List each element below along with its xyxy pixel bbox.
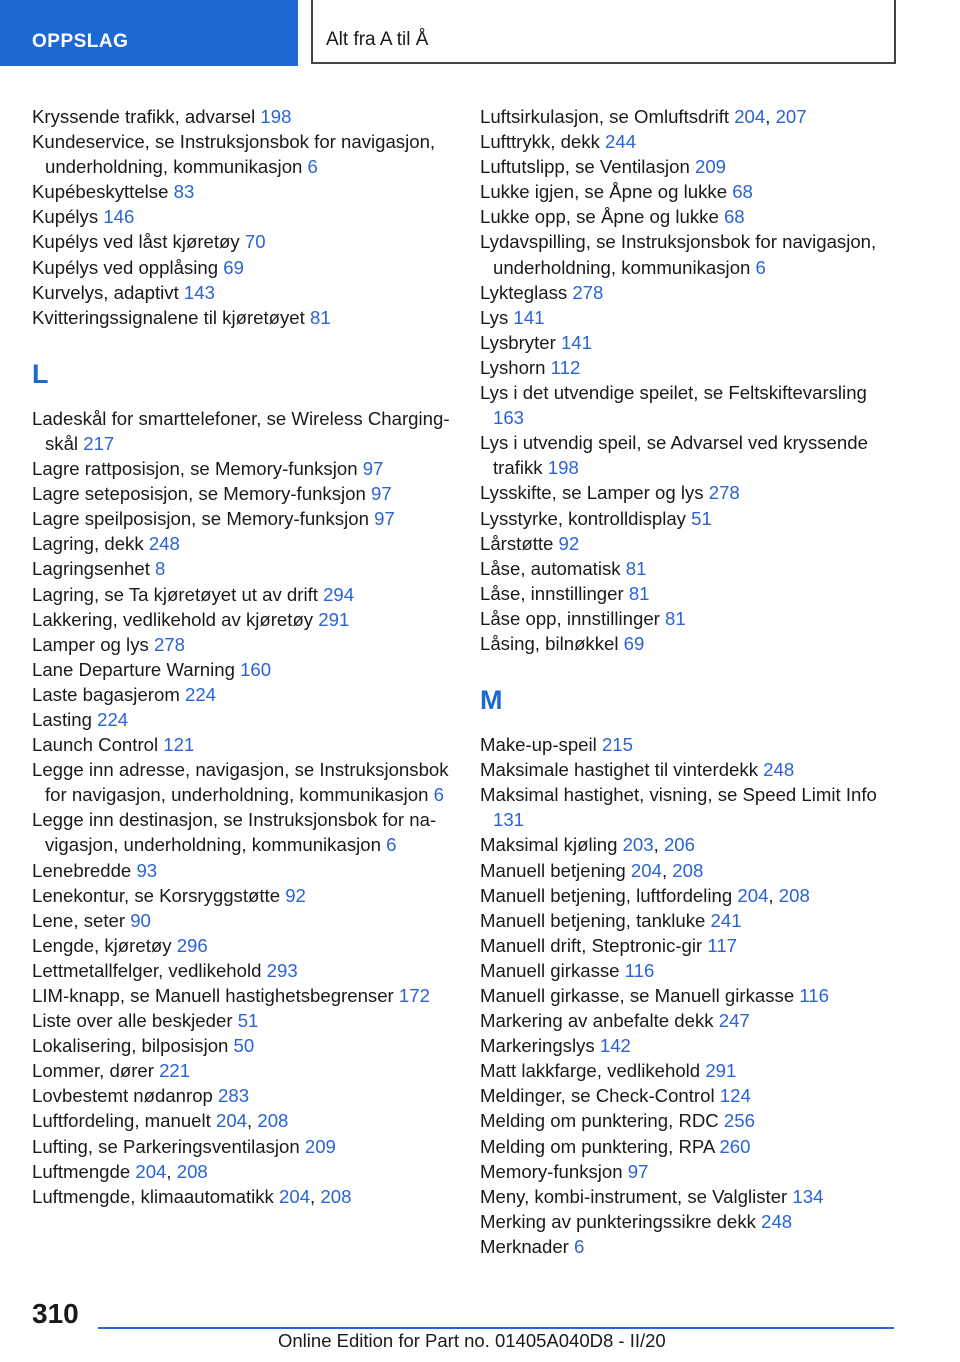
index-entry-text: Låsing, bilnøkkel — [480, 632, 624, 654]
page-reference-link[interactable]: 50 — [233, 1035, 255, 1057]
page-reference-link[interactable]: 90 — [130, 909, 151, 931]
index-entry-text: Lufting, se Parkeringsventilasjon — [32, 1135, 305, 1157]
index-entry-text: Luftsirkulasjon, se Omluftsdrift — [480, 106, 735, 127]
page-reference-link[interactable]: 247 — [718, 1010, 750, 1032]
watermark: carmanualsonline.info — [702, 1332, 946, 1357]
index-entry-text: Lysskifte, se Lamper og lys — [480, 482, 709, 504]
index-entry — [32, 1134, 452, 1159]
page-reference-link[interactable]: 92 — [558, 532, 580, 554]
index-entry-text: Meny, kombi-instrument, se Valglister — [480, 1185, 793, 1207]
index-entry — [480, 631, 900, 656]
page-reference-link[interactable]: 97 — [627, 1160, 649, 1182]
index-entry — [480, 1058, 900, 1083]
page-reference-link[interactable]: 217 — [83, 432, 115, 454]
index-entry — [480, 531, 900, 556]
footer-edition: Online Edition for Part no. 01405A040D8 - II/20 — [278, 1330, 666, 1351]
index-entry-text: Ladeskål for smarttelefoner, se Wireless Charging-skål — [32, 407, 450, 454]
page-reference-link[interactable]: 208 — [320, 1185, 352, 1207]
index-entry — [32, 255, 452, 280]
chapter-title: Alt fra A til Å — [311, 0, 896, 64]
index-entry — [32, 858, 452, 883]
index-entry — [480, 782, 900, 832]
index-entry-text: Memory-funksjon — [480, 1160, 628, 1182]
index-entry — [480, 606, 900, 631]
page-reference-link[interactable]: 208 — [778, 884, 810, 906]
index-entry — [32, 807, 452, 857]
index-entry-text: Lagringsenhet — [32, 558, 156, 580]
page-reference-link[interactable]: 143 — [183, 281, 215, 303]
page-reference-link[interactable]: 248 — [763, 759, 795, 781]
index-entry-text: Lettmetallfelger, vedlikehold — [32, 959, 267, 981]
index-entry — [480, 732, 900, 757]
index-entry-text: Lagre rattposisjon, se Memory-funksjon — [32, 458, 363, 480]
index-entry — [480, 179, 900, 204]
index-entry — [32, 531, 452, 556]
index-entry-text: Merknader — [480, 1235, 575, 1257]
page-reference-link[interactable]: 291 — [318, 608, 350, 630]
page-reference-link[interactable]: 68 — [732, 181, 753, 203]
index-entry — [480, 430, 900, 480]
index-entry — [480, 355, 900, 380]
ref-separator: , — [653, 834, 664, 856]
section-tab: OPPSLAG — [0, 0, 298, 66]
index-entry-text: Lengde, kjøretøy — [32, 934, 177, 956]
page-reference-link[interactable]: 160 — [240, 658, 272, 680]
page-reference-link[interactable]: 116 — [799, 985, 829, 1006]
page-reference-link[interactable]: 81 — [628, 582, 650, 604]
page-reference-link[interactable]: 163 — [493, 407, 525, 429]
index-entry — [32, 582, 452, 607]
page-reference-link[interactable]: 51 — [691, 507, 712, 529]
index-letter-heading: L — [32, 358, 49, 389]
index-entry — [480, 229, 900, 279]
index-entry — [480, 480, 900, 505]
page-reference-link[interactable]: 278 — [153, 633, 185, 655]
index-entry — [480, 1209, 900, 1234]
page-reference-link[interactable]: 278 — [572, 281, 604, 303]
index-letter-heading: M — [480, 685, 503, 716]
page-reference-link[interactable]: 248 — [148, 533, 180, 555]
page-reference-link[interactable]: 6 — [386, 834, 397, 856]
page-reference-link[interactable]: 244 — [605, 131, 637, 153]
index-entry-text: Lys — [480, 306, 514, 328]
index-entry-text: Låse, innstillinger — [480, 582, 629, 604]
footer-divider — [98, 1327, 894, 1329]
index-entry-text: Markeringslys — [480, 1035, 600, 1057]
index-entry-text: Melding om punktering, RDC — [480, 1110, 724, 1132]
index-entry — [480, 1184, 900, 1209]
page-reference-link[interactable]: 248 — [761, 1210, 793, 1232]
page-reference-link[interactable]: 204 — [216, 1110, 248, 1132]
index-entry — [480, 1134, 900, 1159]
page-reference-link[interactable]: 203 — [622, 834, 654, 856]
index-entry-text: Lufttrykk, dekk — [480, 131, 606, 153]
index-entry — [32, 1159, 452, 1184]
index-entry-text: Låse, automatisk — [480, 557, 626, 579]
page-reference-link[interactable]: 97 — [370, 483, 392, 505]
index-entry-text: Legge inn adresse, navigasjon, se Instruksjonsbok for navigasjon, underholdning, kommunikasjon — [32, 759, 449, 806]
index-entry-text: Make-up-speil — [480, 734, 602, 756]
index-entry-text: Luftfordeling, manuelt — [32, 1110, 216, 1132]
index-entry-text: Kupélys ved opplåsing — [32, 256, 224, 278]
index-entry — [32, 1033, 452, 1058]
index-entry — [480, 154, 900, 179]
index-entry — [32, 406, 452, 456]
index-entry — [480, 129, 900, 154]
index-entry-text: Kupélys — [32, 206, 104, 228]
page-reference-link[interactable]: 207 — [775, 106, 807, 127]
page-reference-link[interactable]: 198 — [547, 457, 579, 479]
page-reference-link[interactable]: 83 — [173, 181, 195, 203]
page-reference-link[interactable]: 124 — [719, 1085, 751, 1107]
index-entry — [32, 883, 452, 908]
page-reference-link[interactable]: 221 — [159, 1060, 191, 1082]
index-entry-text: Lommer, dører — [32, 1060, 160, 1082]
ref-separator: , — [166, 1160, 177, 1182]
index-entry-text: Lasting — [32, 708, 98, 730]
index-entry — [480, 380, 900, 430]
index-entry-text: Lagre speilposisjon, se Memory-funksjon — [32, 508, 375, 530]
index-entry-text: Lydavspilling, se Instruksjonsbok for navigasjon, underholdning, kommunikasjon — [480, 231, 877, 278]
page-reference-link[interactable]: 112 — [550, 356, 581, 378]
page-reference-link[interactable]: 92 — [285, 884, 306, 906]
index-entry — [480, 280, 900, 305]
index-column-right — [480, 104, 900, 1259]
index-entry — [32, 958, 452, 983]
index-entry — [480, 757, 900, 782]
index-entry — [480, 1108, 900, 1133]
index-entry-text: Lukke igjen, se Åpne og lukke — [480, 181, 733, 203]
index-entry — [32, 607, 452, 632]
index-entry — [480, 1159, 900, 1184]
page-reference-link[interactable]: 81 — [625, 557, 647, 579]
index-entry — [480, 983, 900, 1008]
page-reference-link[interactable]: 215 — [601, 734, 633, 756]
index-entry — [480, 883, 900, 908]
index-entry-text: Lyshorn — [480, 356, 551, 378]
index-entry-text: Lamper og lys — [32, 633, 154, 655]
index-entry-text: Manuell girkasse, se Manuell girkasse — [480, 985, 800, 1006]
index-entry — [32, 104, 452, 129]
ref-separator: , — [768, 884, 779, 906]
index-entry — [480, 104, 900, 129]
index-entry — [32, 229, 452, 254]
index-entry — [32, 1184, 452, 1209]
page-reference-link[interactable]: 70 — [244, 231, 266, 253]
index-entry-text: Lagre seteposisjon, se Memory-funksjon — [32, 483, 371, 505]
index-entry-text: Lysstyrke, kontrolldisplay — [480, 507, 692, 529]
index-entry — [480, 581, 900, 606]
index-entry — [32, 556, 452, 581]
index-entry-text: Markering av anbefalte dekk — [480, 1010, 719, 1032]
index-entry — [32, 732, 452, 757]
index-entry-text: Lykteglass — [480, 281, 573, 303]
page-reference-link[interactable]: 97 — [374, 508, 395, 530]
index-entry-text: Liste over alle beskjeder — [32, 1010, 238, 1032]
index-entry-text: Lukke opp, se Åpne og lukke — [480, 206, 724, 228]
index-entry-text: Manuell betjening — [480, 859, 631, 881]
index-entry — [32, 129, 452, 179]
page-number: 310 — [32, 1298, 79, 1329]
page-reference-link[interactable]: 69 — [623, 632, 645, 654]
index-entry — [32, 632, 452, 657]
page-reference-link[interactable]: 209 — [695, 156, 727, 178]
page-header — [0, 0, 960, 66]
index-entry — [32, 933, 452, 958]
page-reference-link[interactable]: 117 — [707, 934, 738, 956]
index-entry — [480, 1008, 900, 1033]
index-entry-text: Luftmengde, klimaautomatikk — [32, 1185, 280, 1207]
index-entry-text: Merking av punkteringssikre dekk — [480, 1210, 762, 1232]
index-entry-text: Lysbryter — [480, 331, 561, 353]
index-entry-text: Kupélys ved låst kjøretøy — [32, 231, 245, 253]
page-reference-link[interactable]: 6 — [755, 256, 766, 278]
ref-separator: , — [765, 106, 776, 127]
index-entry-text: Maksimale hastighet til vinterdekk — [480, 759, 764, 781]
page-reference-link[interactable]: 208 — [672, 859, 704, 881]
index-entry-text: Maksimal hastighet, visning, se Speed Limit Info — [480, 784, 877, 806]
page-reference-link[interactable]: 293 — [266, 959, 298, 981]
page-reference-link[interactable]: 116 — [624, 959, 655, 981]
page-reference-link[interactable]: 296 — [176, 934, 208, 956]
index-entry-text: Matt lakkfarge, vedlikehold — [480, 1060, 706, 1082]
page-reference-link[interactable]: 224 — [184, 683, 217, 705]
page-reference-link[interactable]: 294 — [323, 583, 355, 605]
index-entry — [32, 1008, 452, 1033]
index-entry — [32, 179, 452, 204]
page-reference-link[interactable]: 51 — [237, 1010, 259, 1032]
page-reference-link[interactable]: 121 — [163, 734, 195, 756]
page-reference-link[interactable]: 204 — [279, 1185, 311, 1207]
page-reference-link[interactable]: 256 — [723, 1110, 755, 1132]
page-reference-link[interactable]: 8 — [155, 558, 166, 580]
index-entry-text: Manuell drift, Steptronic-gir — [480, 934, 708, 956]
page-reference-link[interactable]: 172 — [398, 985, 430, 1006]
index-entry-text: Lårstøtte — [480, 532, 559, 554]
page-reference-link[interactable]: 241 — [710, 909, 742, 931]
index-entry-text: Kurvelys, adaptivt — [32, 281, 184, 303]
index-entry — [480, 1234, 900, 1259]
index-entry-text: Launch Control — [32, 734, 164, 756]
index-entry-text: Manuell betjening, tankluke — [480, 909, 711, 931]
page-reference-link[interactable]: 131 — [493, 809, 525, 831]
index-entry — [32, 204, 452, 229]
index-entry — [480, 556, 900, 581]
page-reference-link[interactable]: 283 — [218, 1085, 250, 1107]
index-entry — [32, 682, 452, 707]
page-reference-link[interactable]: 6 — [307, 156, 318, 178]
index-entry-text: Melding om punktering, RPA — [480, 1135, 720, 1157]
page-reference-link[interactable]: 141 — [513, 306, 545, 328]
index-entry-text: Lokalisering, bilposisjon — [32, 1035, 234, 1057]
page-reference-link[interactable]: 93 — [136, 859, 158, 881]
index-entry — [480, 858, 900, 883]
page-reference-link[interactable]: 146 — [103, 206, 135, 228]
index-entry-text: Legge inn destinasjon, se Instruksjonsbok for navigasjon, underholdning, kommunikasjon — [32, 809, 437, 856]
page-reference-link[interactable]: 208 — [257, 1110, 289, 1132]
index-entry-text: Kupébeskyttelse — [32, 181, 174, 203]
index-entry — [32, 481, 452, 506]
index-entry-text: Laste bagasjerom — [32, 683, 185, 705]
page-reference-link[interactable]: 68 — [723, 206, 745, 228]
page-reference-link[interactable]: 134 — [792, 1185, 824, 1207]
index-entry-text: Lagring, dekk — [32, 533, 149, 555]
ref-separator: , — [247, 1110, 258, 1132]
index-entry — [480, 1083, 900, 1108]
page-reference-link[interactable]: 209 — [304, 1135, 336, 1157]
index-entry — [480, 832, 900, 857]
index-entry-text: LIM-knapp, se Manuell hastighetsbegrenser — [32, 985, 399, 1006]
page-reference-link[interactable]: 69 — [223, 256, 244, 278]
page-reference-link[interactable]: 208 — [176, 1160, 208, 1182]
letter-spacer — [32, 330, 452, 343]
letter-spacer — [480, 719, 900, 732]
page-reference-link[interactable]: 198 — [260, 106, 292, 127]
index-entry — [480, 933, 900, 958]
page-reference-link[interactable]: 278 — [708, 482, 740, 504]
page-reference-link[interactable]: 6 — [433, 784, 444, 806]
page-reference-link[interactable]: 97 — [362, 458, 384, 480]
index-entry-text: Meldinger, se Check-Control — [480, 1085, 720, 1107]
ref-separator: , — [661, 859, 673, 881]
index-entry — [480, 908, 900, 933]
index-entry — [32, 707, 452, 732]
index-entry — [480, 958, 900, 983]
index-entry — [480, 204, 900, 229]
index-entry-text: Lene, seter — [32, 909, 131, 931]
index-entry — [480, 1033, 900, 1058]
index-entry — [32, 506, 452, 531]
page-reference-link[interactable]: 204 — [737, 884, 769, 906]
index-entry — [480, 506, 900, 531]
index-entry — [32, 456, 452, 481]
index-entry-text: Lenebredde — [32, 859, 137, 881]
index-entry-text: Lenekontur, se Korsryggstøtte — [32, 884, 286, 906]
index-entry-text: Kryssende trafikk, advarsel — [32, 106, 261, 127]
index-entry-text: Manuell betjening, luftfordeling — [480, 884, 738, 906]
page-reference-link[interactable]: 204 — [135, 1160, 167, 1182]
index-entry — [32, 657, 452, 682]
page-reference-link[interactable]: 141 — [560, 331, 592, 353]
page-reference-link[interactable]: 204 — [734, 106, 766, 127]
index-entry — [32, 1108, 452, 1133]
index-entry-text: Låse opp, innstillinger — [480, 607, 666, 629]
page-reference-link[interactable]: 260 — [719, 1135, 751, 1157]
ref-separator: , — [310, 1185, 321, 1207]
page-reference-link[interactable]: 206 — [663, 834, 695, 856]
index-entry — [32, 908, 452, 933]
index-entry — [32, 1083, 452, 1108]
index-entry — [480, 305, 900, 330]
index-entry-text: Kundeservice, se Instruksjonsbok for navigasjon, underholdning, kommunikasjon — [32, 131, 436, 178]
index-entry — [32, 280, 452, 305]
index-entry — [32, 305, 452, 330]
letter-spacer — [32, 393, 452, 406]
page-reference-link[interactable]: 291 — [705, 1060, 737, 1082]
index-entry — [32, 757, 452, 807]
index-entry-text: Lys i det utvendige speilet, se Feltskiftevarsling — [480, 382, 867, 404]
page-reference-link[interactable]: 224 — [97, 708, 129, 730]
index-entry-text: Lakkering, vedlikehold av kjøretøy — [32, 608, 319, 630]
index-entry-text: Maksimal kjøling — [480, 834, 623, 856]
page-reference-link[interactable]: 81 — [309, 306, 331, 328]
index-entry-text: Lagring, se Ta kjøretøyet ut av drift — [32, 583, 324, 605]
page-reference-link[interactable]: 142 — [599, 1035, 631, 1057]
page-reference-link[interactable]: 81 — [665, 607, 686, 629]
index-entry-text: Luftmengde — [32, 1160, 136, 1182]
page-reference-link[interactable]: 6 — [574, 1235, 585, 1257]
index-entry — [32, 1058, 452, 1083]
index-column-left — [32, 104, 452, 1209]
index-entry-text: Luftutslipp, se Ventilasjon — [480, 156, 695, 178]
index-entry-text: Manuell girkasse — [480, 959, 625, 981]
page-reference-link[interactable]: 204 — [630, 859, 662, 881]
index-entry — [480, 330, 900, 355]
index-entry — [32, 983, 452, 1008]
index-entry-text: Kvitteringssignalene til kjøretøyet — [32, 306, 310, 328]
index-entry-text: Lys i utvendig speil, se Advarsel ved kryssende trafikk — [480, 432, 868, 479]
index-entry-text: Lovbestemt nødanrop — [32, 1085, 219, 1107]
letter-spacer — [480, 656, 900, 669]
index-entry-text: Lane Departure Warning — [32, 658, 241, 680]
